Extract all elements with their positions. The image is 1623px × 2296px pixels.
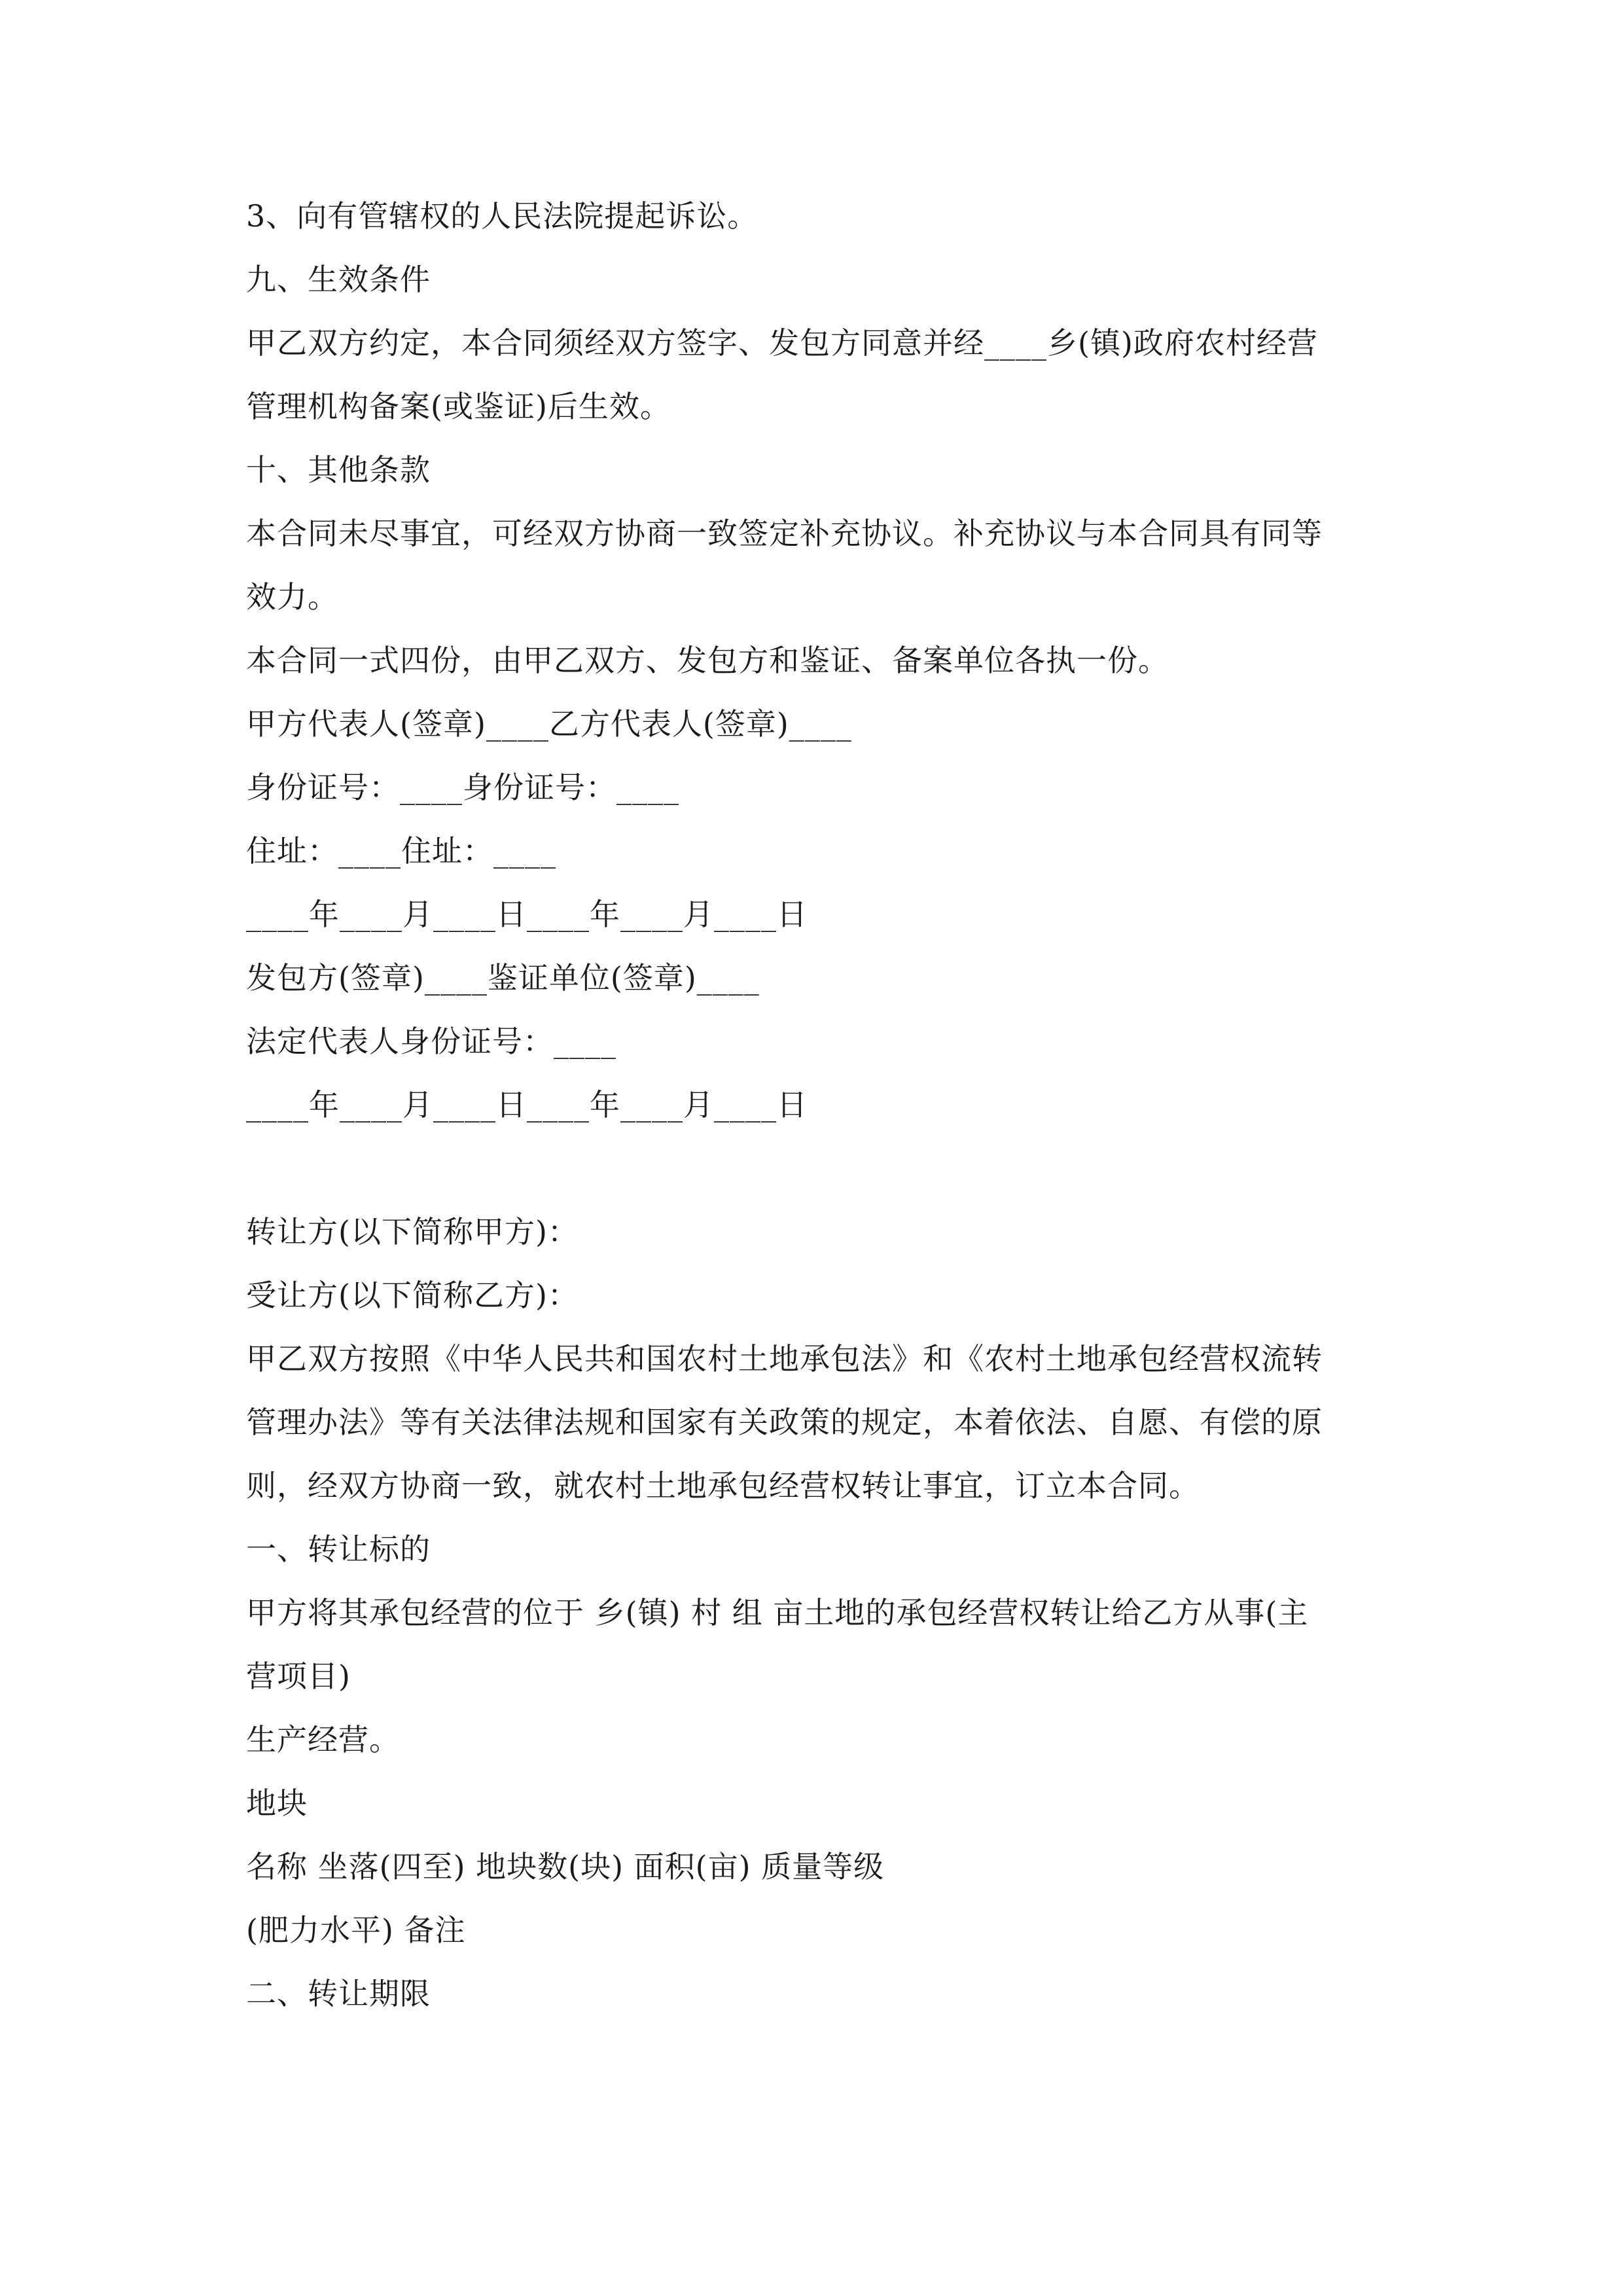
text-line: 效力。	[246, 579, 338, 615]
id-number-line: 身份证号：____身份证号：____	[246, 770, 679, 805]
text-line: 本合同一式四份，由甲乙双方、发包方和鉴证、备案单位各执一份。	[246, 643, 1169, 678]
text-line: 管理机构备案(或鉴证)后生效。	[246, 389, 671, 424]
party-line: 转让方(以下简称甲方)：	[246, 1214, 579, 1249]
text-line: 甲乙双方约定，本合同须经双方签字、发包方同意并经____乡(镇)政府农村经营	[246, 325, 1318, 361]
party-line: 受让方(以下简称乙方)：	[246, 1278, 579, 1313]
section-heading: 九、生效条件	[246, 262, 431, 297]
table-header-line: (肥力水平) 备注	[246, 1912, 466, 1948]
text-line: 本合同未尽事宜，可经双方协商一致签定补充协议。补充协议与本合同具有同等	[246, 516, 1323, 551]
text-line: 管理办法》等有关法律法规和国家有关政策的规定，本着依法、自愿、有偿的原	[246, 1405, 1323, 1440]
id-number-line: 法定代表人身份证号：____	[246, 1024, 616, 1059]
date-line: ____年____月____日____年____月____日	[246, 897, 808, 932]
text-line: 甲方将其承包经营的位于 乡(镇) 村 组 亩土地的承包经营权转让给乙方从事(主	[246, 1595, 1309, 1630]
text-line: 甲乙双方按照《中华人民共和国农村土地承包法》和《农村土地承包经营权流转	[246, 1341, 1323, 1376]
section-heading: 十、其他条款	[246, 452, 431, 488]
section-heading: 一、转让标的	[246, 1532, 431, 1567]
text-line: 营项目)	[246, 1659, 351, 1694]
address-line: 住址：____住址：____	[246, 833, 556, 869]
section-heading: 二、转让期限	[246, 1976, 431, 2011]
text-line: 则，经双方协商一致，就农村土地承包经营权转让事宜，订立本合同。	[246, 1468, 1200, 1503]
table-header-line: 名称 坐落(四至) 地块数(块) 面积(亩) 质量等级	[246, 1849, 885, 1884]
text-line: 3、向有管辖权的人民法院提起诉讼。	[246, 198, 758, 234]
date-line: ____年____月____日____年____月____日	[246, 1087, 808, 1122]
signature-line: 甲方代表人(签章)____乙方代表人(签章)____	[246, 706, 852, 742]
text-line: 生产经营。	[246, 1722, 400, 1757]
text-line: 地块	[246, 1785, 308, 1821]
signature-line: 发包方(签章)____鉴证单位(签章)____	[246, 960, 760, 996]
